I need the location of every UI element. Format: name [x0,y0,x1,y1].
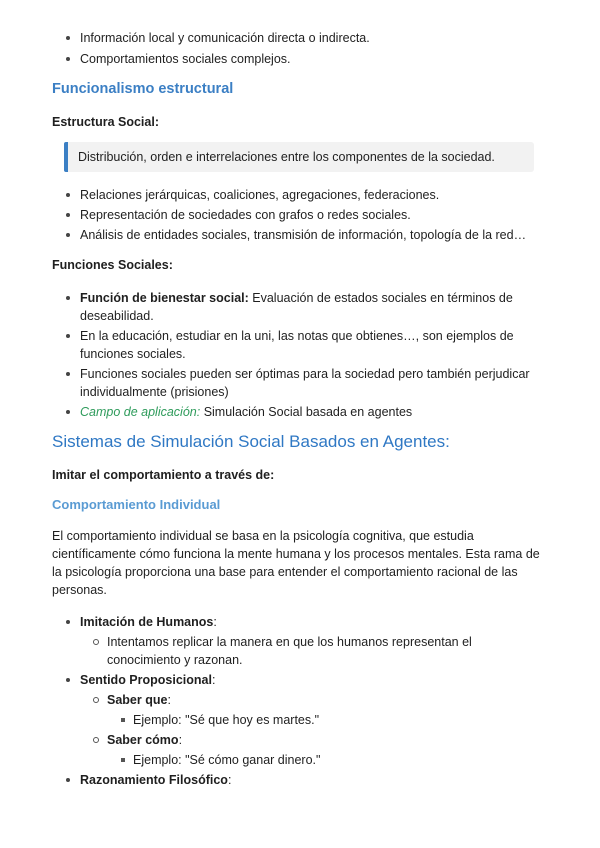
sublist-imitacion [80,633,547,669]
sublist-item: Intentamos replicar la manera en que los humanos representan el conocimiento y razonan. [80,633,517,669]
list-item: Comportamientos sociales complejos. [52,50,547,68]
subsublist-saber-como [107,751,547,769]
callout-text: Distribución, orden e interrelaciones entre los componentes de la sociedad. [78,150,495,164]
heading-sistemas: Sistemas de Simulación Social Basados en Agentes: [52,432,450,451]
sistemas-bullet-list [52,613,547,789]
label-imitar: Imitar el comportamiento a través de: [52,468,275,482]
list-item-sentido: Sentido Proposicional: Saber que: Ejemplo: "Sé que hoy es martes." Saber cómo: Ejemplo: "Sé cómo ganar dinero." [52,671,547,769]
list-item: Representación de sociedades con grafos o redes sociales. [52,206,547,224]
sublist-item-saber-como: Saber cómo: Ejemplo: "Sé cómo ganar dinero." [80,731,547,769]
heading-comportamiento-individual: Comportamiento Individual [52,497,221,512]
list-item-razonamiento: Razonamiento Filosófico: [52,771,547,789]
subsublist-saber-que [107,711,547,729]
list-item: Información local y comunicación directa o indirecta. [52,29,547,47]
list-item: En la educación, estudiar en la uni, las notas que obtienes…, son ejemplos de funciones sociales. [52,327,547,363]
top-bullet-list [52,29,547,68]
list-item: Relaciones jerárquicas, coaliciones, agregaciones, federaciones. [52,186,547,204]
list-item-campo: Campo de aplicación: Simulación Social basada en agentes [52,403,547,421]
sublist-item-saber-que: Saber que: Ejemplo: "Sé que hoy es martes." [80,691,547,729]
subsublist-item: Ejemplo: "Sé cómo ganar dinero." [107,751,547,769]
list-item-bienestar: Función de bienestar social: Evaluación de estados sociales en términos de deseabilidad. [52,289,547,325]
funciones-bullet-list [52,289,547,421]
estructura-bullet-list [52,186,547,244]
sublist-sentido [80,691,547,769]
label-estructura-social: Estructura Social: [52,115,159,129]
list-item-imitacion: Imitación de Humanos: Intentamos replicar la manera en que los humanos representan el conocimiento y razonan. [52,613,547,669]
subsublist-item: Ejemplo: "Sé que hoy es martes." [107,711,547,729]
callout-distribucion [64,142,534,172]
list-item: Análisis de entidades sociales, transmisión de información, topología de la red… [52,226,547,244]
callout-accent-bar [64,142,68,172]
heading-funcionalismo: Funcionalismo estructural [52,81,234,97]
paragraph-comportamiento: El comportamiento individual se basa en la psicología cognitiva, que estudia científicamente cómo funciona la mente humana y los procesos mentales. Esta rama de la psicología proporciona una base para entender el comportamiento racional de las personas. [52,529,540,597]
list-item: Funciones sociales pueden ser óptimas para la sociedad pero también perjudicar individualmente (prisiones) [52,365,547,401]
label-funciones-sociales: Funciones Sociales: [52,258,173,272]
